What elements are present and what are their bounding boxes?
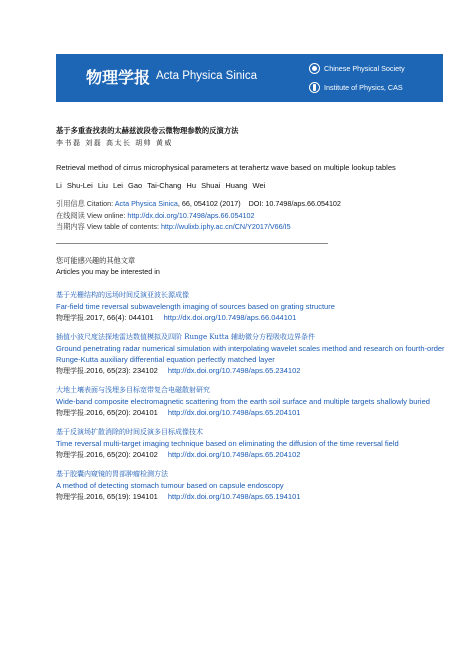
article-title-cn[interactable]: 基于反演场扩散消除的时间反演多目标成像技术 [56,427,203,436]
citation-journal-link[interactable]: Acta Physica Sinica [114,199,178,208]
org-cps-label: Chinese Physical Society [324,64,405,73]
online-link[interactable]: http://dx.doi.org/10.7498/aps.66.054102 [127,210,255,220]
org-iop [309,82,403,93]
related-heading-en: Articles you may be interested in [56,266,160,276]
citation-label: 引用信息 Citation: [56,199,114,208]
article-ref: .2016, 65(23): 234102 [84,365,158,375]
journal-banner [56,54,443,102]
list-item [56,427,456,461]
list-item [56,469,456,503]
citation-block [56,198,456,233]
article-journal: 物理学报 [56,492,84,501]
doi-value: 10.7498/aps.66.054102 [265,199,341,208]
article-journal: 物理学报 [56,313,84,322]
list-item [56,332,456,377]
article-ref: .2016, 65(20): 204101 [84,407,158,417]
toc-link[interactable]: http://wulixb.iphy.ac.cn/CN/Y2017/V66/I5 [160,222,291,231]
article-title-cn[interactable]: 插值小波尺度法探地雷达数值模拟及四阶 Runge Kutta 辅助微分方程吸收边界条件 [56,332,315,341]
article-ref: .2017, 66(4): 044101 [84,312,154,322]
paper-info [56,125,456,511]
journal-name-cn: 物理学报 [86,68,151,87]
article-doi-link[interactable]: http://dx.doi.org/10.7498/aps.65.194101 [167,491,301,501]
toc-line [56,221,456,233]
article-title-en[interactable]: Time reversal multi-target imaging technique based on eliminating the diffusion of the time reversal field [56,438,399,448]
article-journal: 物理学报 [56,366,84,375]
journal-name-en: Acta Physica Sinica [156,70,257,82]
article-journal: 物理学报 [56,450,84,459]
online-label: 在线阅读 View online: [56,210,126,220]
article-ref: .2016, 65(19): 194101 [84,491,158,501]
article-doi-link[interactable]: http://dx.doi.org/10.7498/aps.65.234102 [167,365,301,375]
paper-title-cn: 基于多重查找表的太赫兹波段卷云微物理参数的反演方法 [56,126,239,135]
article-title-cn[interactable]: 基于胶囊内窥镜的胃部肿瘤检测方法 [56,469,168,478]
related-articles [56,290,456,503]
cps-logo-icon [309,63,320,74]
list-item [56,385,456,419]
article-title-en[interactable]: Ground penetrating radar numerical simulation with interpolating wavelet scales method and research on fourth-order Runge-Kutta auxiliary differential equation perfectly matched layer [56,343,445,364]
toc-label: 当期内容 View table of contents: [56,222,159,231]
article-reference [56,491,456,503]
online-line [56,210,456,222]
article-doi-link[interactable]: http://dx.doi.org/10.7498/aps.65.204101 [167,407,301,417]
citation-volume: , 66, 054102 (2017) [177,199,241,208]
paper-authors-cn: 李书磊 刘磊 高太长 胡帅 黄威 [56,139,173,147]
article-title-en[interactable]: Far-field time reversal subwavelength imaging of sources based on grating structure [56,301,335,311]
paper-authors-en: Li Shu-Lei Liu Lei Gao Tai-Chang Hu Shuai Huang Wei [56,181,266,190]
iop-logo-icon [309,82,320,93]
citation-line [56,198,456,210]
doi-label: DOI: [248,199,264,208]
article-title-cn[interactable]: 大地土壤表面与浅埋多目标宽带复合电磁散射研究 [56,385,210,394]
org-cps [309,63,405,74]
article-reference [56,407,456,419]
article-title-en[interactable]: A method of detecting stomach tumour based on capsule endoscopy [56,480,284,490]
related-heading-cn: 您可能感兴趣的其他文章 [56,255,136,265]
article-title-en[interactable]: Wide-band composite electromagnetic scattering from the earth soil surface and multiple targets shallowly buried [56,396,430,406]
org-iop-label: Institute of Physics, CAS [324,83,403,92]
article-reference [56,365,456,377]
article-title-cn[interactable]: 基于光栅结构的远场时间反演亚波长源成像 [56,290,189,299]
article-journal: 物理学报 [56,408,84,417]
section-divider [56,243,328,244]
article-doi-link[interactable]: http://dx.doi.org/10.7498/aps.66.044101 [163,312,297,322]
paper-title-en: Retrieval method of cirrus microphysical parameters at terahertz wave based on multiple lookup tables [56,163,396,172]
article-reference [56,312,456,324]
list-item [56,290,456,324]
article-doi-link[interactable]: http://dx.doi.org/10.7498/aps.65.204102 [167,449,301,459]
article-ref: .2016, 65(20): 204102 [84,449,158,459]
article-reference [56,449,456,461]
